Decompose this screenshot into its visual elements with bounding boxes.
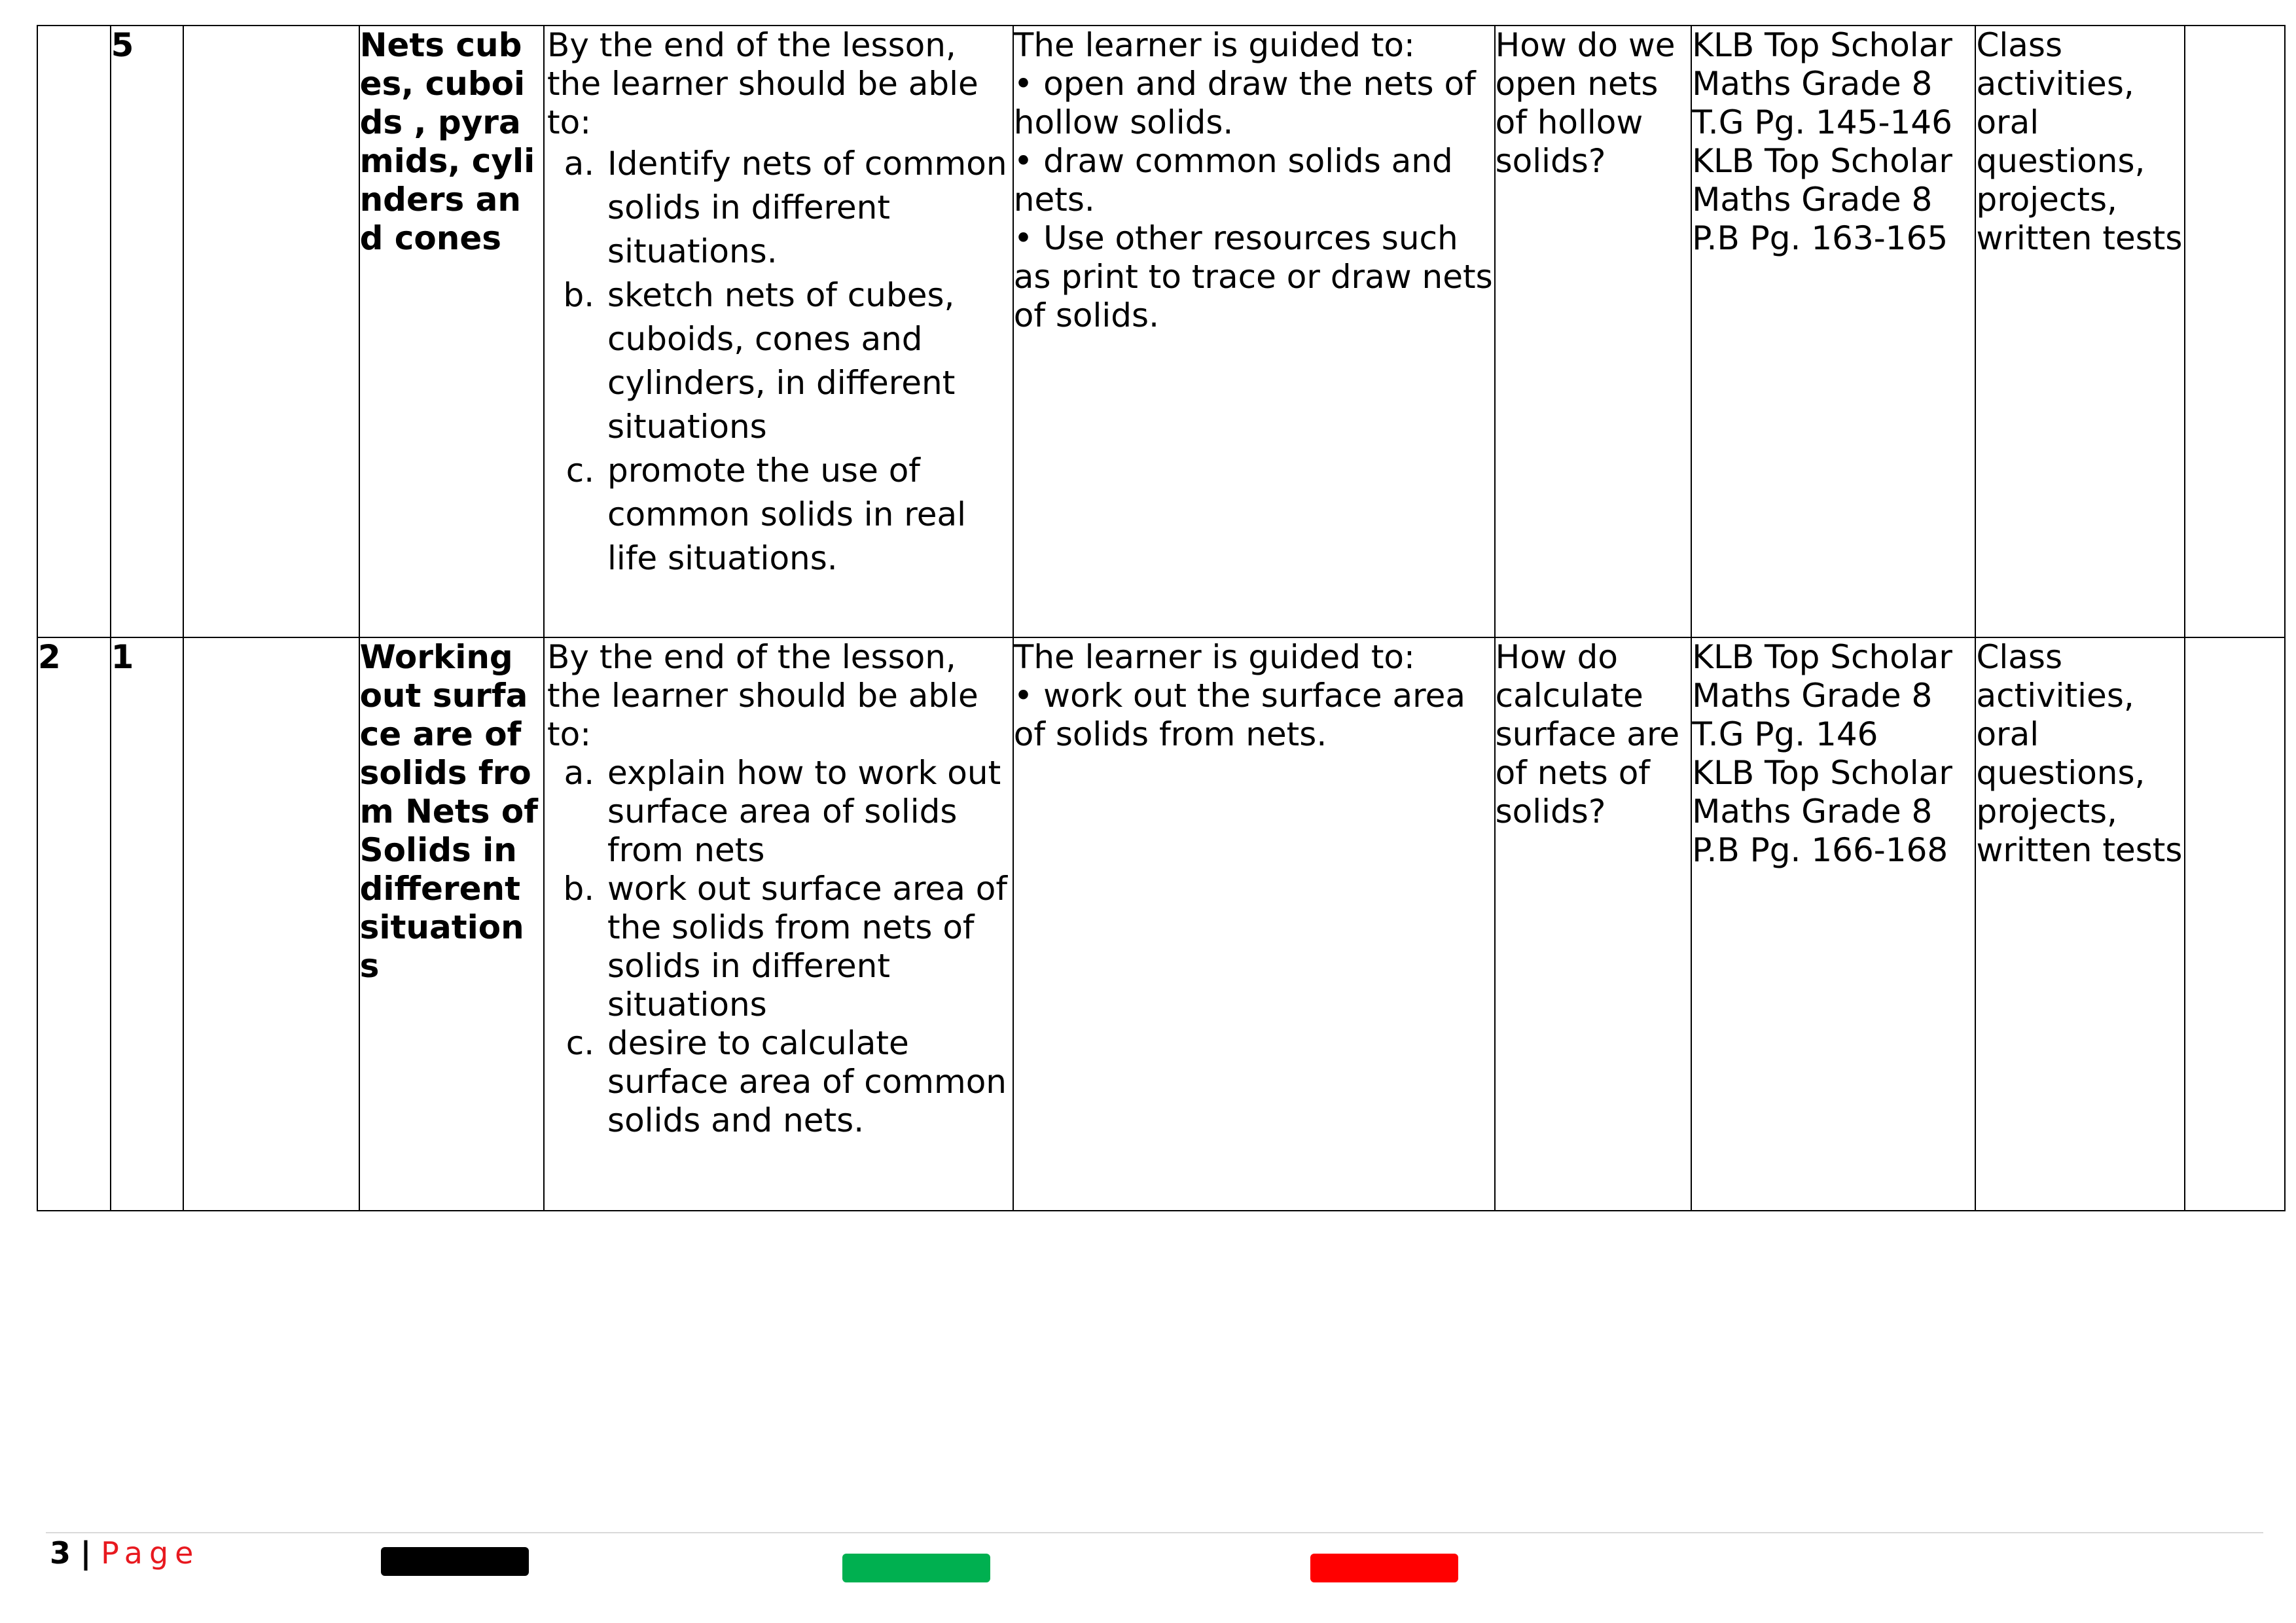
learning-experiences-cell: [1013, 637, 1495, 1211]
resource-item: KLB Top Scholar Maths Grade 8 P.B Pg. 163-165: [1692, 142, 1952, 257]
strand-cell: [183, 637, 359, 1211]
sub-strand-cell: Nets cubes, cuboids , pyramids, cylinders and cones: [359, 26, 544, 637]
activities-intro: The learner is guided to:: [1013, 638, 1415, 676]
page-label: Page: [101, 1535, 200, 1571]
objective-item: c. desire to calculate surface area of common solids and nets.: [605, 1024, 1013, 1140]
resource-item: KLB Top Scholar Maths Grade 8 T.G Pg. 145-146: [1692, 26, 1952, 141]
objectives-cell: [544, 637, 1013, 1211]
assessment-cell: Class activities, oral questions, projects, written tests: [1975, 26, 2185, 637]
resource-item: KLB Top Scholar Maths Grade 8 P.B Pg. 166-168: [1692, 754, 1952, 869]
footer-divider: [46, 1532, 2263, 1533]
objective-item: b. sketch nets of cubes, cuboids, cones and cylinders, in different situations: [605, 274, 1013, 449]
strand-cell: [183, 26, 359, 637]
green-bar: [842, 1554, 990, 1582]
page-footer: [50, 1535, 200, 1571]
scheme-of-work-table: [37, 25, 2286, 1211]
objective-item: a. Identify nets of common solids in different situations.: [605, 142, 1013, 274]
objectives-list: [545, 754, 1013, 1140]
table-row: [37, 26, 2285, 637]
learning-experiences-cell: [1013, 26, 1495, 637]
key-inquiry-cell: How do calculate surface are of nets of solids?: [1495, 637, 1692, 1211]
activity-item: • draw common solids and nets.: [1014, 142, 1494, 219]
objective-item: c. promote the use of common solids in real life situations.: [605, 449, 1013, 580]
remarks-cell: [2185, 637, 2285, 1211]
resource-item: KLB Top Scholar Maths Grade 8 T.G Pg. 146: [1692, 638, 1952, 753]
week-cell: 2: [37, 637, 111, 1211]
resources-cell: [1691, 26, 1975, 637]
activity-item: • open and draw the nets of hollow solids.: [1014, 65, 1494, 142]
lesson-cell: 5: [111, 26, 184, 637]
table-row: [37, 637, 2285, 1211]
remarks-cell: [2185, 26, 2285, 637]
week-cell: [37, 26, 111, 637]
objective-item: a. explain how to work out surface area of solids from nets: [605, 754, 1013, 870]
objectives-intro: By the end of the lesson, the learner should be able to:: [547, 26, 978, 141]
objective-item: b. work out surface area of the solids from nets of solids in different situations: [605, 870, 1013, 1024]
resources-cell: [1691, 637, 1975, 1211]
objectives-list: [545, 142, 1013, 580]
black-bar: [381, 1547, 529, 1576]
objectives-intro: By the end of the lesson, the learner should be able to:: [547, 638, 978, 753]
lesson-cell: 1: [111, 637, 184, 1211]
activity-item: • Use other resources such as print to trace or draw nets of solids.: [1014, 219, 1494, 335]
sub-strand-cell: Working out surface are of solids from Nets of Solids in different situations: [359, 637, 544, 1211]
page-number: 3: [50, 1535, 71, 1571]
red-bar: [1310, 1554, 1458, 1582]
activity-item: • work out the surface area of solids from nets.: [1014, 677, 1494, 754]
key-inquiry-cell: How do we open nets of hollow solids?: [1495, 26, 1692, 637]
objectives-cell: [544, 26, 1013, 637]
assessment-cell: Class activities, oral questions, projects, written tests: [1975, 637, 2185, 1211]
activities-intro: The learner is guided to:: [1013, 26, 1415, 64]
footer-separator: |: [80, 1535, 92, 1571]
